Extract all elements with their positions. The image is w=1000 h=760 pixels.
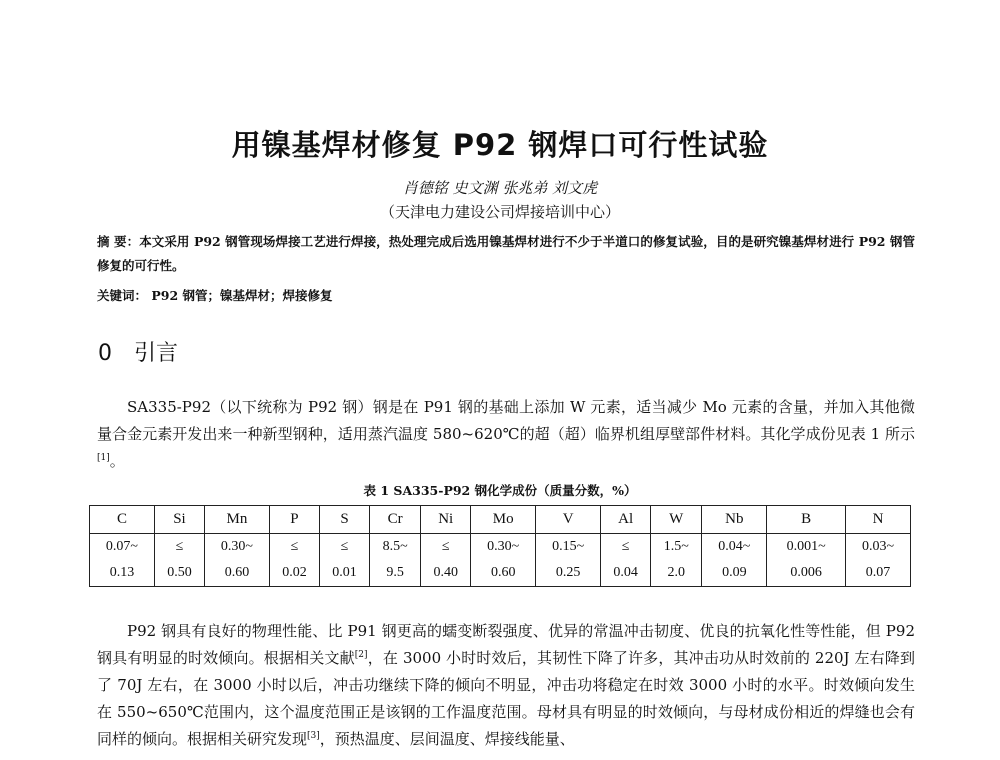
range-min-cell: 0.30~ [471,534,536,561]
intro-paragraph-2 [97,618,915,753]
range-max-cell: 0.006 [767,560,846,587]
paper-title: 用镍基焊材修复 P92 钢焊口可行性试验 [231,128,769,162]
range-max-cell: 0.60 [204,560,269,587]
keywords [97,286,915,304]
keywords-text: P92 钢管；镍基焊材；焊接修复 [151,288,333,303]
table-caption: 表 1 SA335-P92 钢化学成份（质量分数，%） [363,483,637,498]
citation-2[interactable]: [2] [354,650,368,660]
section-heading [98,336,178,367]
table-row-upper [90,534,911,561]
affiliation: （天津电力建设公司焊接培训中心） [379,203,620,221]
element-header-cell: S [319,506,369,534]
range-min-cell: 0.03~ [845,534,910,561]
range-min-cell: ≤ [421,534,471,561]
element-header-cell: Mn [204,506,269,534]
range-max-cell: 0.02 [269,560,319,587]
element-header-cell: Ni [421,506,471,534]
range-max-cell: 0.04 [601,560,651,587]
range-min-cell: ≤ [154,534,204,561]
element-header-cell: V [536,506,601,534]
range-max-cell: 0.01 [319,560,369,587]
intro-paragraph-1 [97,394,915,475]
range-max-cell: 2.0 [651,560,702,587]
keywords-label: 关键词： [97,288,148,303]
range-min-cell: 1.5~ [651,534,702,561]
range-min-cell: ≤ [319,534,369,561]
element-header-cell: W [651,506,702,534]
element-header-cell: N [845,506,910,534]
element-header-cell: Al [601,506,651,534]
range-max-cell: 0.13 [90,560,155,587]
range-min-cell: 0.07~ [90,534,155,561]
element-header-cell: Nb [702,506,767,534]
para2-text-a: P92 钢具有良好的物理性能、比 P91 钢更高的蠕变断裂强度、优异的常温冲击韧度、优良的抗氧化性等性能，但 P92 钢具有明显的时效倾向。根据相关文献 [97,622,915,667]
table-header-row [90,506,911,534]
range-min-cell: 0.001~ [767,534,846,561]
table-row-lower [90,560,911,587]
abstract-label: 摘 要： [97,234,140,249]
section-title: 引言 [134,341,179,366]
author-list: 肖德铭 史文渊 张兆弟 刘文虎 [402,179,598,197]
range-min-cell: 0.04~ [702,534,767,561]
range-min-cell: ≤ [601,534,651,561]
element-header-cell: Mo [471,506,536,534]
range-max-cell: 0.50 [154,560,204,587]
element-header-cell: Cr [370,506,421,534]
range-max-cell: 0.07 [845,560,910,587]
range-min-cell: ≤ [269,534,319,561]
element-header-cell: P [269,506,319,534]
range-max-cell: 9.5 [370,560,421,587]
range-min-cell: 0.30~ [204,534,269,561]
element-header-cell: C [90,506,155,534]
citation-1[interactable]: [1] [97,453,110,463]
abstract-text: 本文采用 P92 钢管现场焊接工艺进行焊接，热处理完成后选用镍基焊材进行不少于半道口的修复试验，目的是研究镍基焊材进行 P92 钢管修复的可行性。 [97,234,916,273]
abstract [97,230,915,278]
range-min-cell: 0.15~ [536,534,601,561]
citation-3[interactable]: [3] [307,731,320,741]
element-header-cell: Si [154,506,204,534]
range-min-cell: 8.5~ [370,534,421,561]
para2-text-b: ，在 3000 小时时效后，其韧性下降了许多，其冲击功从时效前的 220J 左右降到了 70J 左右，在 3000 小时以后，冲击功继续下降的倾向不明显，冲击功将稳定在时效 3000 小时的水平。时效倾向发生在 550~650℃范围内，这个温度范围正是该钢的工作温度范围。母材具有明显的时效倾向，与母材成份相近的焊缝也会有同样的倾向。根据相关研究发现 [97,649,915,748]
para1-end: 。 [109,452,125,470]
element-header-cell: B [767,506,846,534]
composition-table [89,505,911,587]
section-number: 0 [98,341,112,366]
range-max-cell: 0.09 [702,560,767,587]
para1-text: SA335-P92（以下统称为 P92 钢）钢是在 P91 钢的基础上添加 W 元素，适当减少 Mo 元素的含量，并加入其他微量合金元素开发出来一种新型钢种，适用蒸汽温度 580~620℃的超（超）临界机组厚壁部件材料。其化学成份见表 1 所示 [97,398,915,443]
range-max-cell: 0.40 [421,560,471,587]
range-max-cell: 0.25 [536,560,601,587]
para2-text-c: ，预热温度、层间温度、焊接线能量、 [319,730,575,748]
range-max-cell: 0.60 [471,560,536,587]
